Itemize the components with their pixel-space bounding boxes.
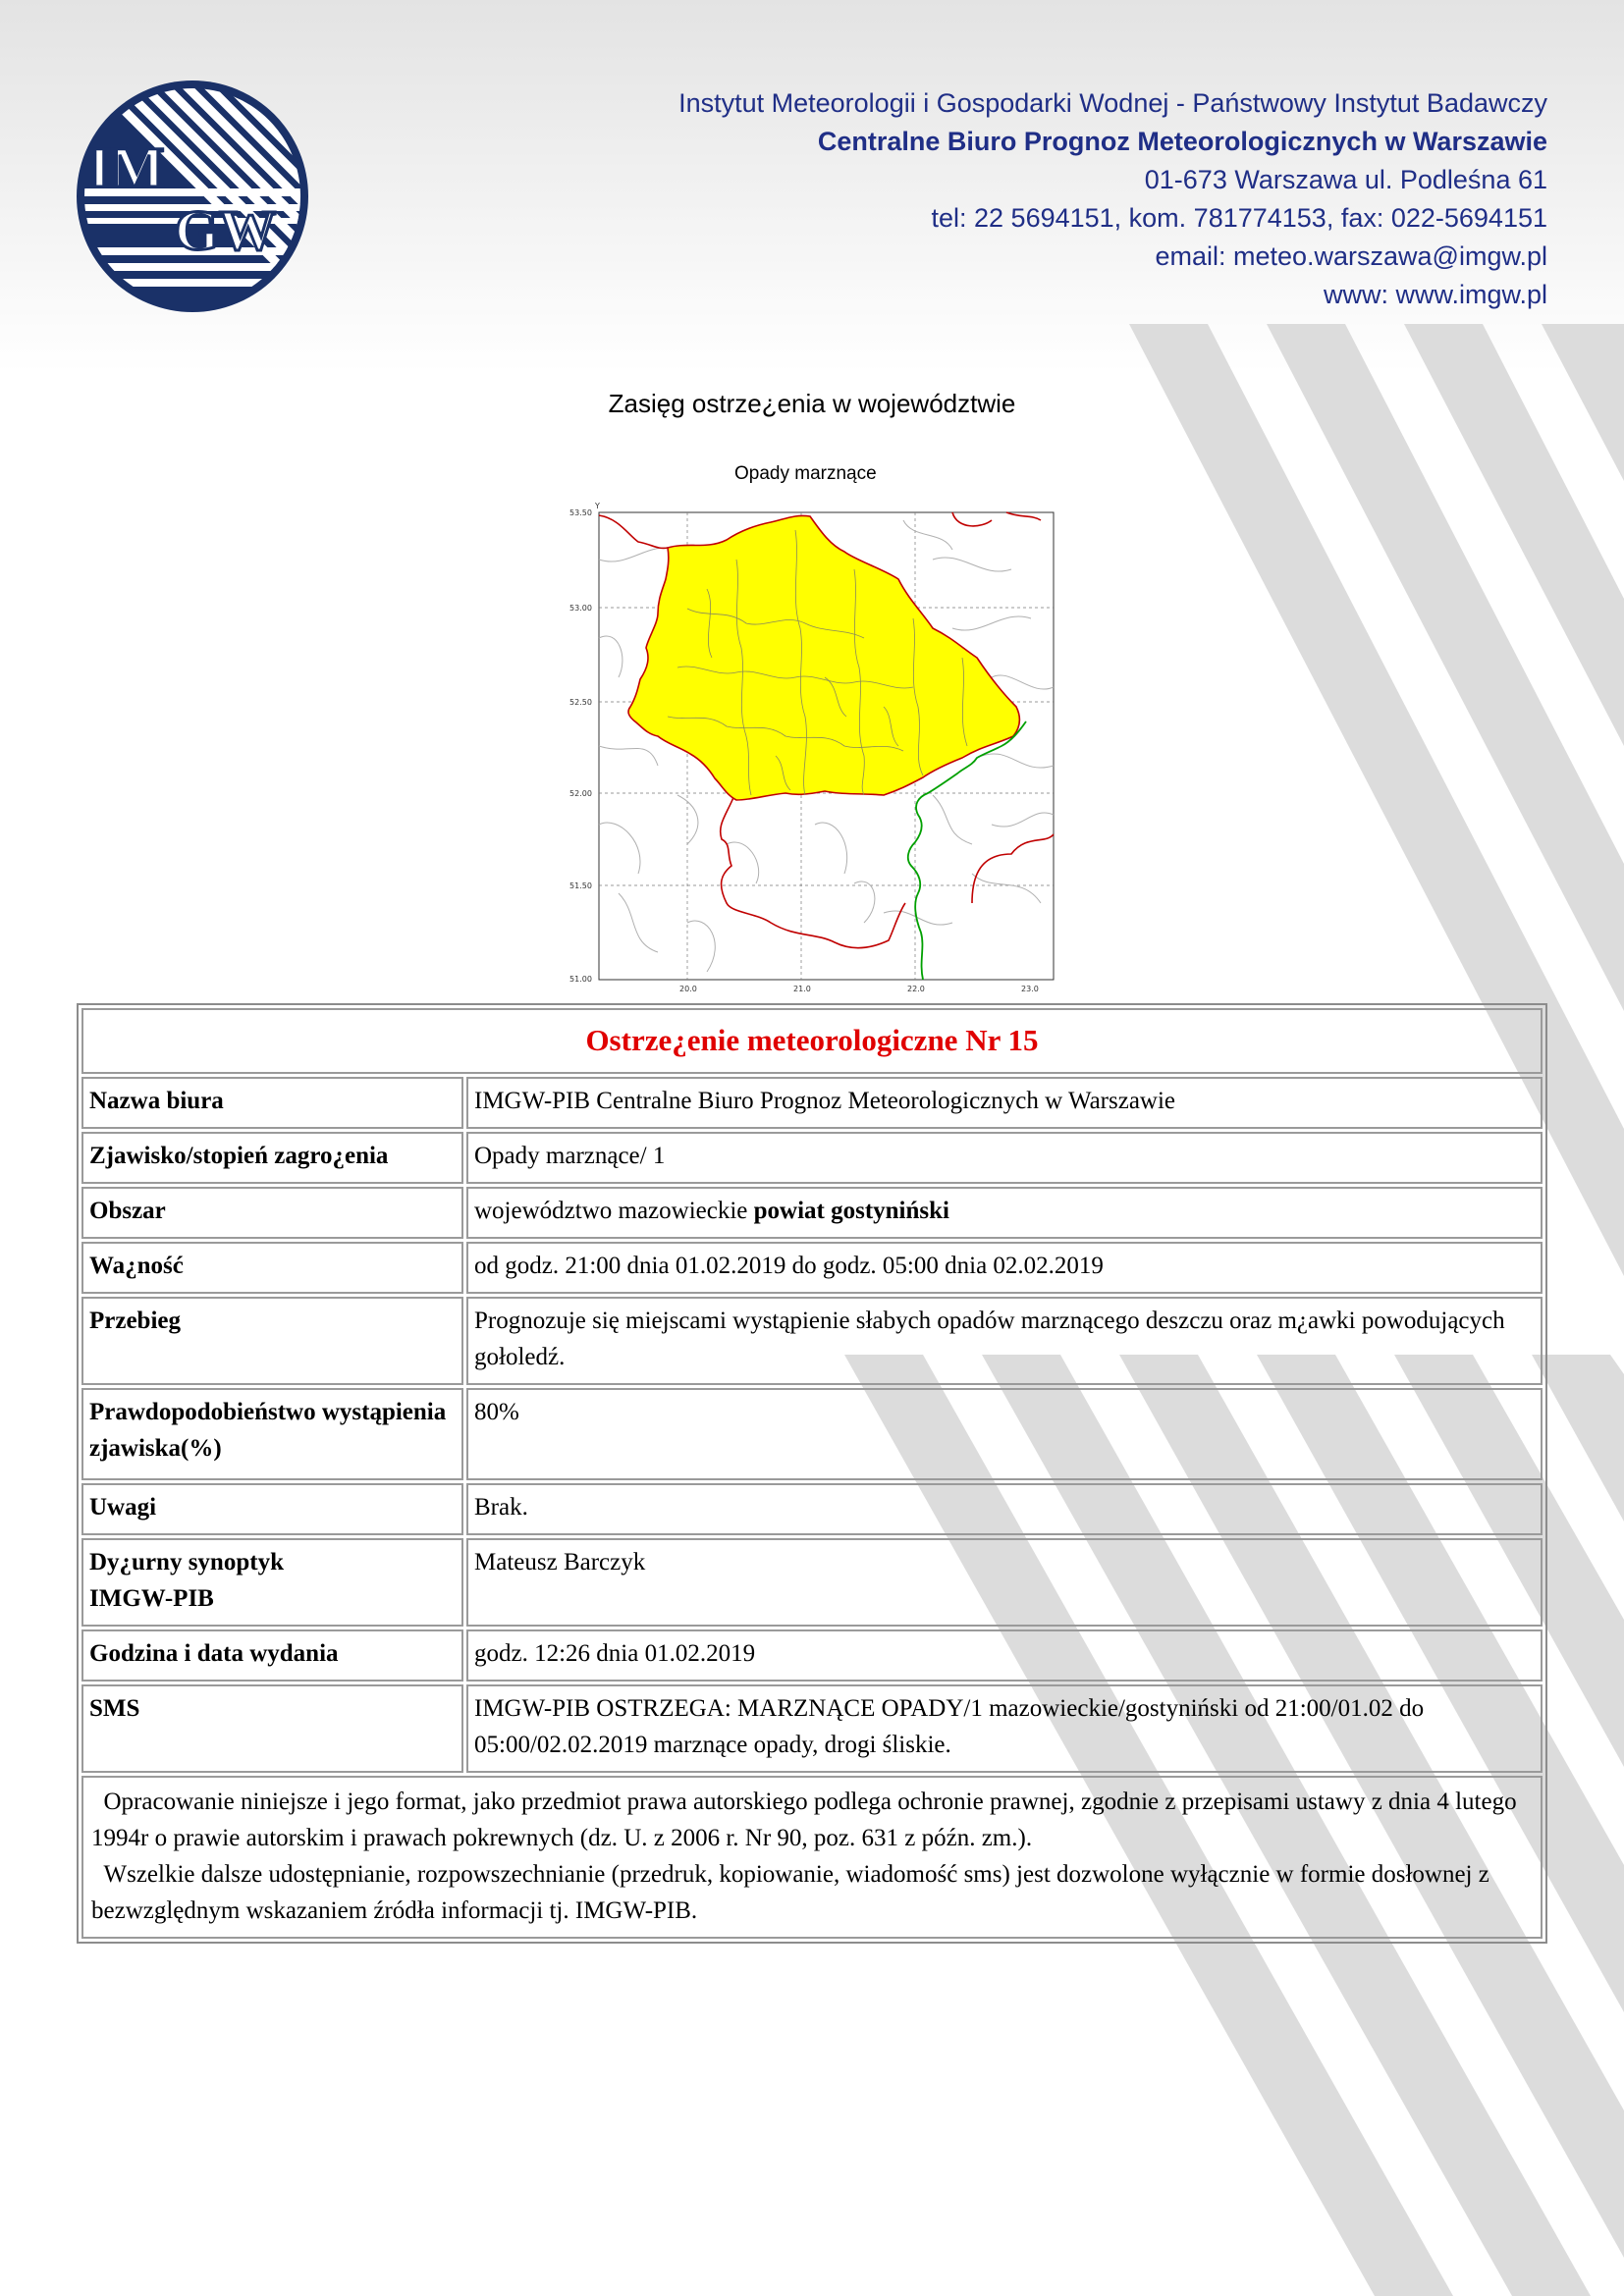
row-key-course: Przebieg xyxy=(81,1297,463,1385)
y-axis-letter: Y xyxy=(595,502,600,510)
row-key-forecaster xyxy=(81,1538,463,1627)
warning-title-row xyxy=(81,1008,1543,1074)
distribution-paragraph xyxy=(91,1856,1533,1929)
warning-title: Ostrze¿enie meteorologiczne Nr 15 xyxy=(81,1008,1543,1074)
footer-row xyxy=(81,1776,1543,1939)
table-row xyxy=(81,1629,1543,1682)
table-row xyxy=(81,1077,1543,1129)
warning-table xyxy=(77,1003,1547,1944)
map-subtitle: Opady marznące xyxy=(734,463,877,484)
table-row xyxy=(81,1187,1543,1239)
copyright-footer xyxy=(81,1776,1543,1939)
row-value-validity: od godz. 21:00 dnia 01.02.2019 do godz. 05:00 dnia 02.02.2019 xyxy=(466,1242,1543,1294)
bureau-name: Centralne Biuro Prognoz Meteorologicznych w Warszawie xyxy=(817,127,1547,156)
row-value-phenomenon: Opady marznące/ 1 xyxy=(466,1132,1543,1184)
row-value-course: Prognozuje się miejscami wystąpienie słabych opadów marznącego deszczu oraz m¿awki powodujących gołoledź. xyxy=(466,1297,1543,1385)
forecaster-label: Dy¿urny synoptyk xyxy=(89,1549,284,1575)
area-county: powiat gostyniński xyxy=(753,1198,949,1224)
header-contact xyxy=(678,84,1547,314)
row-key-phenomenon: Zjawisko/stopień zagro¿enia xyxy=(81,1132,463,1184)
copyright-text: Opracowanie niniejsze i jego format, jako przedmiot prawa autorskiego podlega ochronie prawnej, zgodnie z przepisami ustawy z dnia 4 lutego 1994r o prawie autorskim i prawach pokrewnych (dz. U. z 2006 r. Nr 90, poz. 631 z późn. zm.). xyxy=(91,1789,1517,1851)
row-key-validity: Wa¿ność xyxy=(81,1242,463,1294)
table-row xyxy=(81,1538,1543,1627)
row-key-area: Obszar xyxy=(81,1187,463,1239)
y-tick-labels xyxy=(569,508,592,984)
row-key-probability: Prawdopodobieństwo wystąpienia zjawiska(%) xyxy=(81,1388,463,1480)
website[interactable]: www: www.imgw.pl xyxy=(1323,280,1547,309)
distribution-text: Wszelkie dalsze udostępnianie, rozpowszechnianie (przedruk, kopiowanie, wiadomość sms) jest dozwolone wyłącznie w formie dosłownej z bezwzględnym wskazaniem źródła informacji tj. IMGW-PIB. xyxy=(91,1861,1489,1924)
warning-map xyxy=(560,501,1070,1001)
svg-text:IM: IM xyxy=(88,135,165,199)
forecaster-org: IMGW-PIB xyxy=(89,1585,214,1612)
row-value-remarks: Brak. xyxy=(466,1483,1543,1535)
x-tick: 22.0 xyxy=(907,985,925,993)
x-tick: 21.0 xyxy=(793,985,811,993)
row-value-area xyxy=(466,1187,1543,1239)
y-tick: 52.50 xyxy=(569,698,592,707)
row-key-office: Nazwa biura xyxy=(81,1077,463,1129)
imgw-logo xyxy=(77,80,308,312)
row-key-sms: SMS xyxy=(81,1684,463,1773)
table-row xyxy=(81,1483,1543,1535)
map-title: Zasięg ostrze¿enia w województwie xyxy=(608,389,1016,418)
x-tick: 23.0 xyxy=(1021,985,1039,993)
row-value-sms: IMGW-PIB OSTRZEGA: MARZNĄCE OPADY/1 mazowieckie/gostyniński od 21:00/01.02 do 05:00/02.02.2019 marznące opady, drogi śliskie. xyxy=(466,1684,1543,1773)
row-key-remarks: Uwagi xyxy=(81,1483,463,1535)
institute-name: Instytut Meteorologii i Gospodarki Wodnej - Państwowy Instytut Badawczy xyxy=(678,88,1547,118)
table-row xyxy=(81,1388,1543,1480)
email[interactable]: email: meteo.warszawa@imgw.pl xyxy=(1155,241,1547,271)
x-tick: 20.0 xyxy=(679,985,697,993)
row-value-forecaster: Mateusz Barczyk xyxy=(466,1538,1543,1627)
area-voivodeship: województwo mazowieckie xyxy=(474,1198,748,1224)
row-value-office: IMGW-PIB Centralne Biuro Prognoz Meteorologicznych w Warszawie xyxy=(466,1077,1543,1129)
y-tick: 52.00 xyxy=(569,789,592,798)
phone: tel: 22 5694151, kom. 781774153, fax: 022-5694151 xyxy=(931,203,1547,233)
y-tick: 53.50 xyxy=(569,508,592,517)
row-value-issued: godz. 12:26 dnia 01.02.2019 xyxy=(466,1629,1543,1682)
address: 01-673 Warszawa ul. Podleśna 61 xyxy=(1144,165,1547,194)
table-row xyxy=(81,1297,1543,1385)
y-tick: 53.00 xyxy=(569,604,592,613)
x-tick-labels xyxy=(679,985,1039,993)
svg-text:GW: GW xyxy=(175,198,277,262)
y-tick: 51.50 xyxy=(569,881,592,890)
table-row xyxy=(81,1242,1543,1294)
table-row xyxy=(81,1684,1543,1773)
row-key-issued: Godzina i data wydania xyxy=(81,1629,463,1682)
table-row xyxy=(81,1132,1543,1184)
copyright-paragraph xyxy=(91,1784,1533,1856)
row-value-probability: 80% xyxy=(466,1388,1543,1480)
y-tick: 51.00 xyxy=(569,975,592,984)
